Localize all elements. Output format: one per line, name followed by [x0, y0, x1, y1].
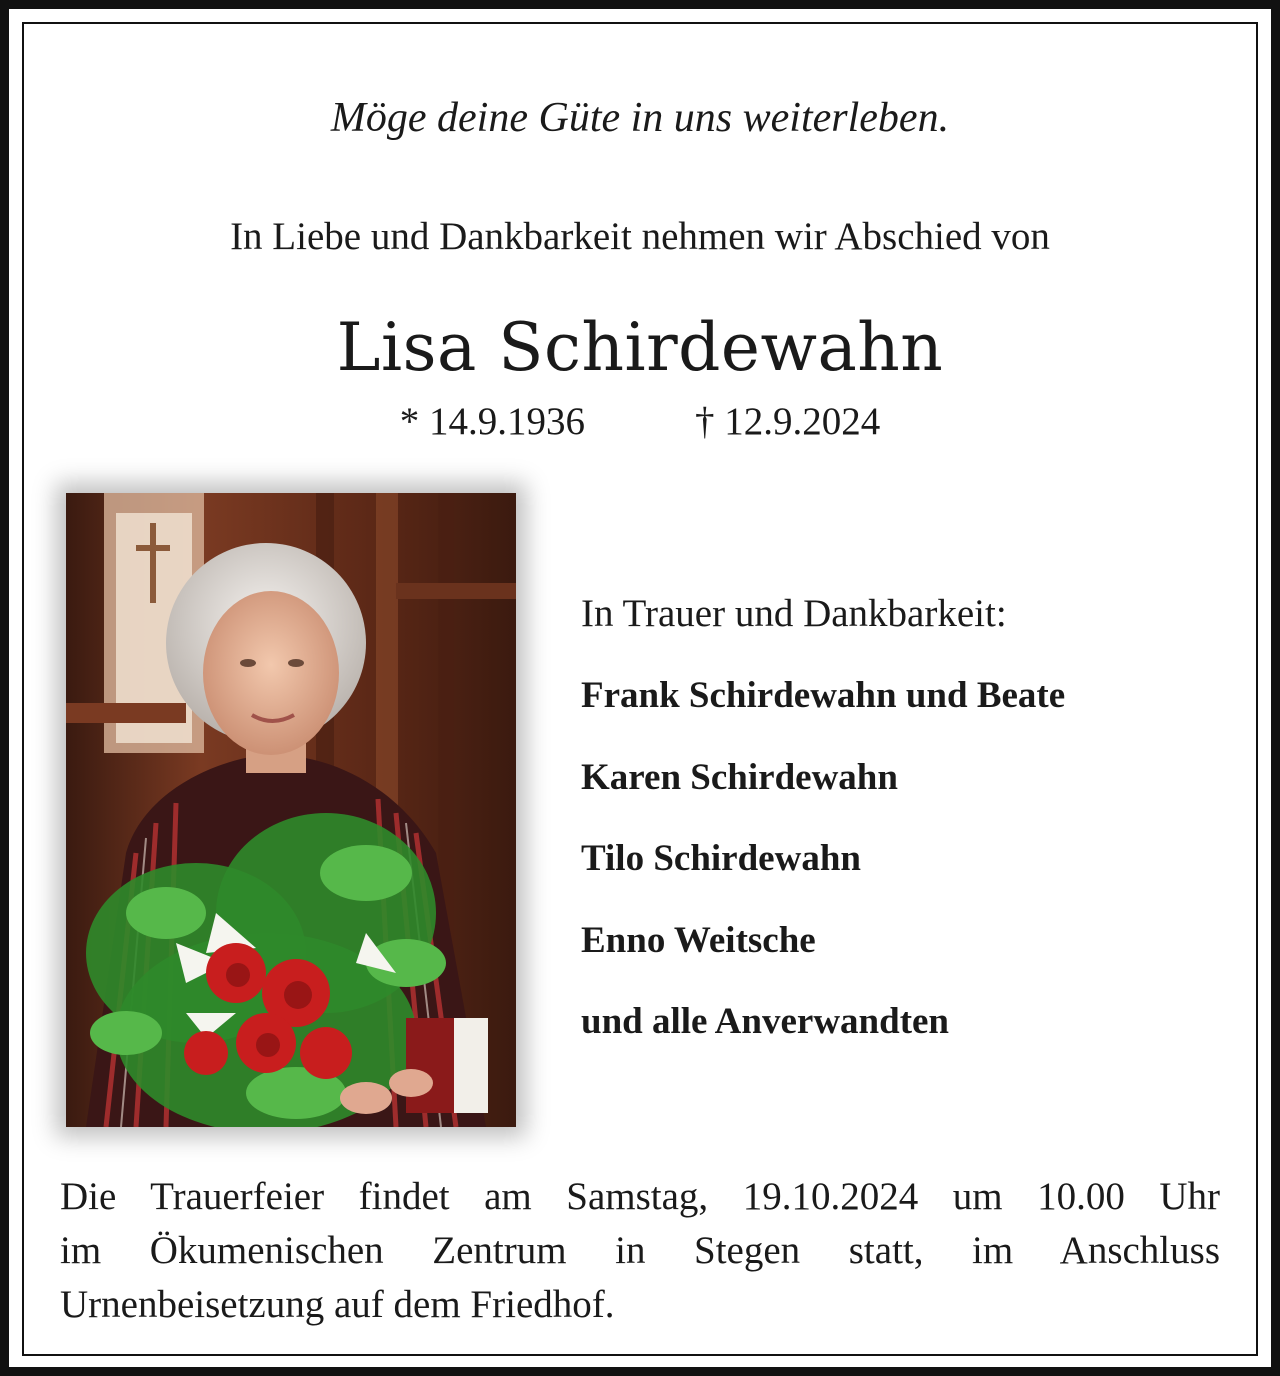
mourners-heading: In Trauer und Dankbarkeit: [581, 592, 1007, 635]
deceased-name: Lisa Schirdewahn [336, 309, 944, 386]
service-line: Urnenbeisetzung auf dem Friedhof. [60, 1283, 615, 1326]
intro-text: In Liebe und Dankbarkeit nehmen wir Abschied von [230, 215, 1050, 258]
mourner-name: Karen Schirdewahn [581, 756, 898, 798]
motto: Möge deine Güte in uns weiterleben. [330, 95, 950, 141]
portrait-photo [66, 493, 516, 1127]
mourners-list [581, 590, 1241, 1080]
portrait-illustration [66, 493, 516, 1127]
service-line: Die Trauerfeier findet am Samstag, 19.10.2024 um 10.00 Uhr [60, 1175, 1220, 1218]
mourner-name: und alle Anverwandten [581, 1001, 950, 1042]
mourner-name: Frank Schirdewahn und Beate [581, 675, 1066, 716]
death-date: † 12.9.2024 [695, 400, 881, 443]
mourner-name: Tilo Schirdewahn [581, 838, 861, 879]
mourner-name: Enno Weitsche [581, 919, 816, 961]
service-line: im Ökumenischen Zentrum in Stegen statt, im Anschluss [60, 1229, 1220, 1272]
birth-date: * 14.9.1936 [399, 400, 585, 443]
service-info [60, 1170, 1220, 1332]
life-dates [0, 398, 1280, 446]
